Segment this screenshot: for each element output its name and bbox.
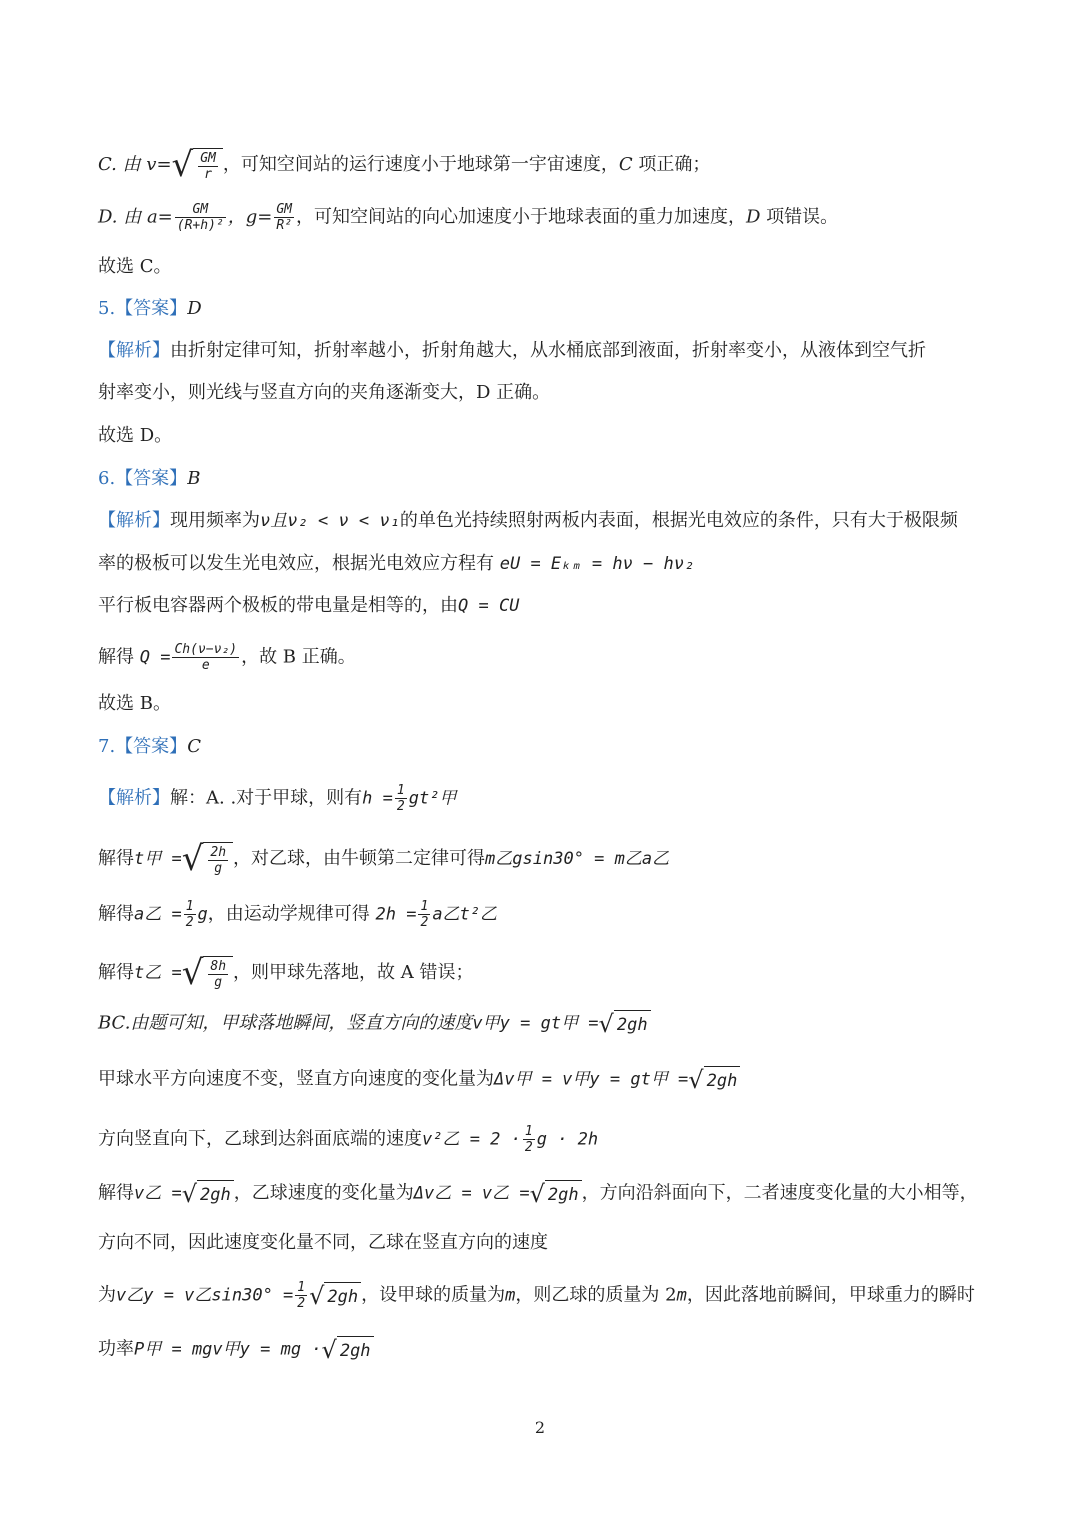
analysis-6-line-1: 【解析】现用频率为ν且ν₂ < ν < ν₁的单色光持续照射两板内表面，根据光电效应的条件，只有大于极限频 — [98, 510, 958, 531]
sqrt: √ 2gh — [530, 1180, 582, 1207]
fraction: $\frac{GM}{\text{R²}}$ — [276, 202, 293, 233]
option-c-line: C. 由 v=√ $\frac{GM}{r}$ ，可知空间站的运行速度小于地球第一宇宙速度，C 项正确； — [98, 145, 711, 185]
analysis-7-line-11: 功率P甲 = mgv甲y = mg ·√ 2gh — [98, 1336, 374, 1363]
fraction: $\frac{1}{2}$ — [396, 783, 405, 814]
analysis-6-line-2: 率的极板可以发生光电效应，根据光电效应方程有 eU = Eₖₘ = hν − hν₂ — [98, 553, 695, 574]
analysis-7-line-4: 解得t乙 =√ $\frac{8h}{g}$ ，则甲球先落地，故 A 错误； — [98, 953, 474, 993]
analysis-7-line-5: BC.由题可知，甲球落地瞬间，竖直方向的速度v甲y = gt甲 =√ 2gh — [98, 1010, 651, 1037]
conclusion-6: 故选 B。 — [98, 693, 171, 714]
page-number: 2 — [534, 1418, 546, 1437]
analysis-5-line-2: 射率变小，则光线与竖直方向的夹角逐渐变大，D 正确。 — [98, 382, 551, 403]
option-d-line: D. 由 a= $\frac{GM}{\text{(R+h)²}}$ ，g= $\frac{GM}{\text{R²}}$ ，可知空间站的向心加速度小于地球表面的重力加速度，D 项错误。 — [98, 202, 839, 233]
sqrt: √ $\frac{GM}{r}$ — [172, 148, 223, 182]
analysis-7-line-8: 解得v乙 =√ 2gh ，乙球速度的变化量为Δv乙 = v乙 =√ 2gh ，方向沿斜面向下，二者速度变化量的大小相等， — [98, 1179, 978, 1208]
sqrt: √ 2gh — [309, 1282, 361, 1309]
analysis-6-line-4: 解得 Q = $\frac{\text{Ch(ν−ν₂)}}{e}$ ，故 B 正确。 — [98, 642, 356, 673]
analysis-6-line-3: 平行板电容器两个极板的带电量是相等的，由Q = CU — [98, 595, 520, 616]
analysis-5-line-1: 【解析】由折射定律可知，折射率越小，折射角越大，从水桶底部到液面，折射率变小，从液体到空气折 — [98, 340, 926, 361]
fraction: $\frac{GM}{\text{(R+h)²}}$ — [176, 202, 224, 233]
sqrt: √ 2gh — [182, 1180, 234, 1207]
fraction: $\frac{\text{Ch(ν−ν₂)}}{e}$ — [174, 642, 238, 673]
analysis-7-line-1: 【解析】解：A. .对于甲球，则有h = $\frac{1}{2}$ gt²甲 — [98, 783, 457, 814]
analysis-7-line-7: 方向竖直向下，乙球到达斜面底端的速度v²乙 = 2 · $\frac{1}{2}$ g · 2h — [98, 1124, 599, 1155]
analysis-7-line-9: 方向不同，因此速度变化量不同，乙球在竖直方向的速度 — [98, 1232, 548, 1253]
sqrt: √ 2gh — [322, 1336, 374, 1363]
answer-7-heading: 7.【答案】C — [98, 736, 201, 757]
analysis-7-line-2: 解得t甲 =√ $\frac{2h}{g}$ ，对乙球，由牛顿第二定律可得m乙gsin30° = m乙a乙 — [98, 839, 670, 879]
analysis-7-line-6: 甲球水平方向速度不变，竖直方向速度的变化量为Δv甲 = v甲y = gt甲 =√ 2gh — [98, 1066, 740, 1093]
sqrt: √ 2gh — [688, 1066, 740, 1093]
fraction: $\frac{GM}{r}$ — [200, 151, 216, 182]
analysis-7-line-10: 为v乙y = v乙sin30° = $\frac{1}{2}$ √ 2gh ，设甲球的质量为m，则乙球的质量为 2m，因此落地前瞬间，甲球重力的瞬时 — [98, 1280, 975, 1311]
analysis-7-line-3: 解得a乙 = $\frac{1}{2}$ g，由运动学规律可得 2h = $\frac{1}{2}$ a乙t²乙 — [98, 899, 498, 930]
conclusion-5: 故选 D。 — [98, 425, 173, 446]
conclusion-4: 故选 C。 — [98, 256, 172, 277]
answer-5-heading: 5.【答案】D — [98, 298, 202, 319]
sqrt: √ $\frac{8h}{g}$ — [182, 956, 233, 990]
sqrt: √ $\frac{2h}{g}$ — [182, 842, 233, 876]
answer-6-heading: 6.【答案】B — [98, 468, 201, 489]
sqrt: √ 2gh — [599, 1010, 651, 1037]
